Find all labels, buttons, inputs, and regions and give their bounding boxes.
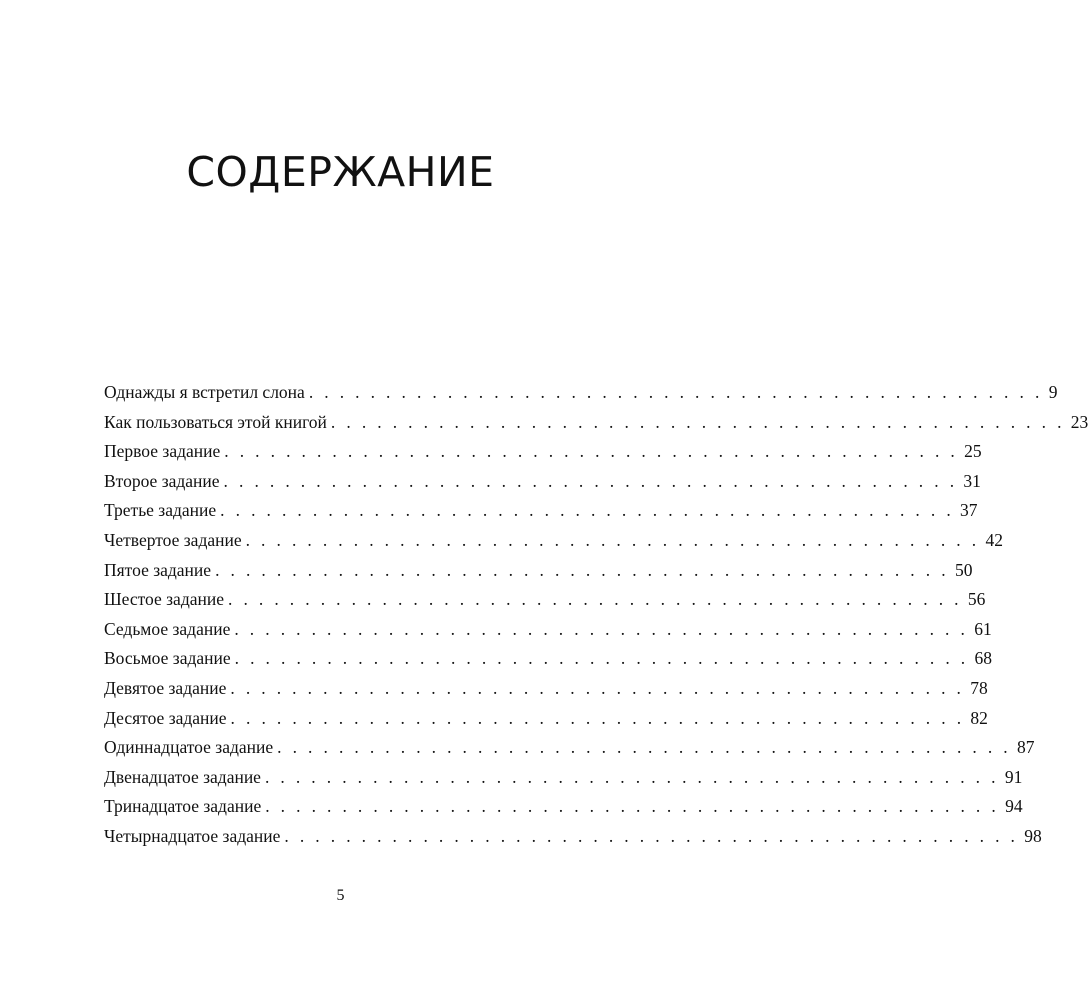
page-number: 5	[336, 887, 345, 904]
toc-entry-title: Второе задание	[104, 470, 220, 491]
toc-dot-leader: . . . . . . . . . . . . . . . . . . . . . . . . . . . . . . . . . . . . . . . . . . . . . . . .	[245, 529, 980, 550]
toc-entry	[104, 792, 1023, 822]
toc-dot-leader: . . . . . . . . . . . . . . . . . . . . . . . . . . . . . . . . . . . . . . . . . . . . . . . .	[277, 737, 1012, 758]
toc-dot-leader: . . . . . . . . . . . . . . . . . . . . . . . . . . . . . . . . . . . . . . . . . . . . . . . .	[234, 648, 969, 669]
toc-entry	[104, 467, 981, 497]
toc-entry	[104, 585, 986, 615]
toc-entry-page: 23	[1070, 411, 1088, 432]
toc-entry	[104, 615, 992, 645]
toc-entry-title: Одиннадцатое задание	[104, 737, 274, 758]
page-title: СОДЕРЖАНИЕ	[186, 148, 495, 196]
toc-entry-page: 50	[954, 559, 973, 580]
toc-entry-page: 37	[960, 500, 978, 521]
toc-entry-title: Четвертое задание	[104, 529, 242, 550]
toc-entry	[104, 496, 978, 526]
toc-entry-title: Четырнадцатое задание	[104, 825, 281, 846]
toc-dot-leader: . . . . . . . . . . . . . . . . . . . . . . . . . . . . . . . . . . . . . . . . . . . . . . . .	[330, 411, 1065, 432]
toc-dot-leader: . . . . . . . . . . . . . . . . . . . . . . . . . . . . . . . . . . . . . . . . . . . . . . . .	[223, 470, 958, 491]
toc-entry-page: 82	[970, 707, 988, 728]
toc-entry-title: Восьмое задание	[104, 648, 231, 669]
toc-entry-title: Седьмое задание	[104, 618, 231, 639]
toc-entry	[104, 408, 1088, 438]
toc-dot-leader: . . . . . . . . . . . . . . . . . . . . . . . . . . . . . . . . . . . . . . . . . . . . . . . .	[234, 618, 969, 639]
toc-entry-page: 98	[1024, 825, 1042, 846]
toc-dot-leader: . . . . . . . . . . . . . . . . . . . . . . . . . . . . . . . . . . . . . . . . . . . . . . . .	[228, 589, 962, 610]
toc-entry-page: 56	[967, 589, 986, 610]
toc-dot-leader: . . . . . . . . . . . . . . . . . . . . . . . . . . . . . . . . . . . . . . . . . . . . . . . .	[230, 677, 965, 698]
toc-entry-title: Двенадцатое задание	[104, 766, 261, 787]
toc-entry-title: Тринадцатое задание	[104, 796, 262, 817]
toc-entry-title: Как пользоваться этой книгой	[104, 411, 327, 432]
toc-dot-leader: . . . . . . . . . . . . . . . . . . . . . . . . . . . . . . . . . . . . . . . . . . . . . . . .	[230, 707, 965, 728]
toc-dot-leader: . . . . . . . . . . . . . . . . . . . . . . . . . . . . . . . . . . . . . . . . . . . . . . . .	[264, 766, 999, 787]
toc-entry	[104, 556, 973, 586]
toc-entry-page: 25	[964, 441, 982, 462]
toc-entry	[104, 644, 993, 674]
toc-entry-title: Пятое задание	[104, 559, 212, 580]
toc-entry	[104, 763, 1023, 793]
toc-entry-page: 42	[985, 529, 1003, 550]
toc-entry-page: 91	[1004, 766, 1023, 787]
toc-dot-leader: . . . . . . . . . . . . . . . . . . . . . . . . . . . . . . . . . . . . . . . . . . . . . . . .	[224, 441, 959, 462]
toc-entry	[104, 437, 982, 467]
toc-entry-page: 9	[1048, 382, 1058, 402]
toc-entry	[104, 704, 988, 734]
toc-entry-page: 61	[974, 618, 992, 639]
toc-dot-leader: . . . . . . . . . . . . . . . . . . . . . . . . . . . . . . . . . . . . . . . . . . . . . . . .	[215, 559, 949, 580]
toc-entry	[104, 733, 1035, 763]
toc-entry-title: Шестое задание	[104, 589, 224, 610]
toc-entry	[104, 526, 1003, 556]
toc-entry-page: 94	[1005, 796, 1023, 817]
toc-dot-leader: . . . . . . . . . . . . . . . . . . . . . . . . . . . . . . . . . . . . . . . . . . . . . . . .	[265, 796, 1000, 817]
toc-entry-page: 68	[974, 648, 993, 669]
toc-dot-leader: . . . . . . . . . . . . . . . . . . . . . . . . . . . . . . . . . . . . . . . . . . . . . . . .	[220, 500, 955, 521]
toc-dot-leader: . . . . . . . . . . . . . . . . . . . . . . . . . . . . . . . . . . . . . . . . . . . . . . . .	[284, 825, 1019, 846]
toc-entry	[104, 822, 1042, 852]
toc-entry-title: Первое задание	[104, 441, 221, 462]
toc-entry-page: 87	[1017, 737, 1035, 758]
toc-entry-page: 31	[963, 470, 981, 491]
toc-entry-title: Десятое задание	[104, 707, 227, 728]
toc-entry-title: Третье задание	[104, 500, 217, 521]
toc-dot-leader: . . . . . . . . . . . . . . . . . . . . . . . . . . . . . . . . . . . . . . . . . . . . . . . .	[308, 382, 1043, 402]
toc-entry-title: Девятое задание	[104, 677, 227, 698]
toc-entry	[104, 378, 1058, 408]
toc-entry-page: 78	[970, 677, 988, 698]
toc-entry	[104, 674, 988, 704]
toc-entry-title: Однажды я встретил слона	[104, 382, 305, 402]
table-of-contents	[104, 378, 1088, 852]
